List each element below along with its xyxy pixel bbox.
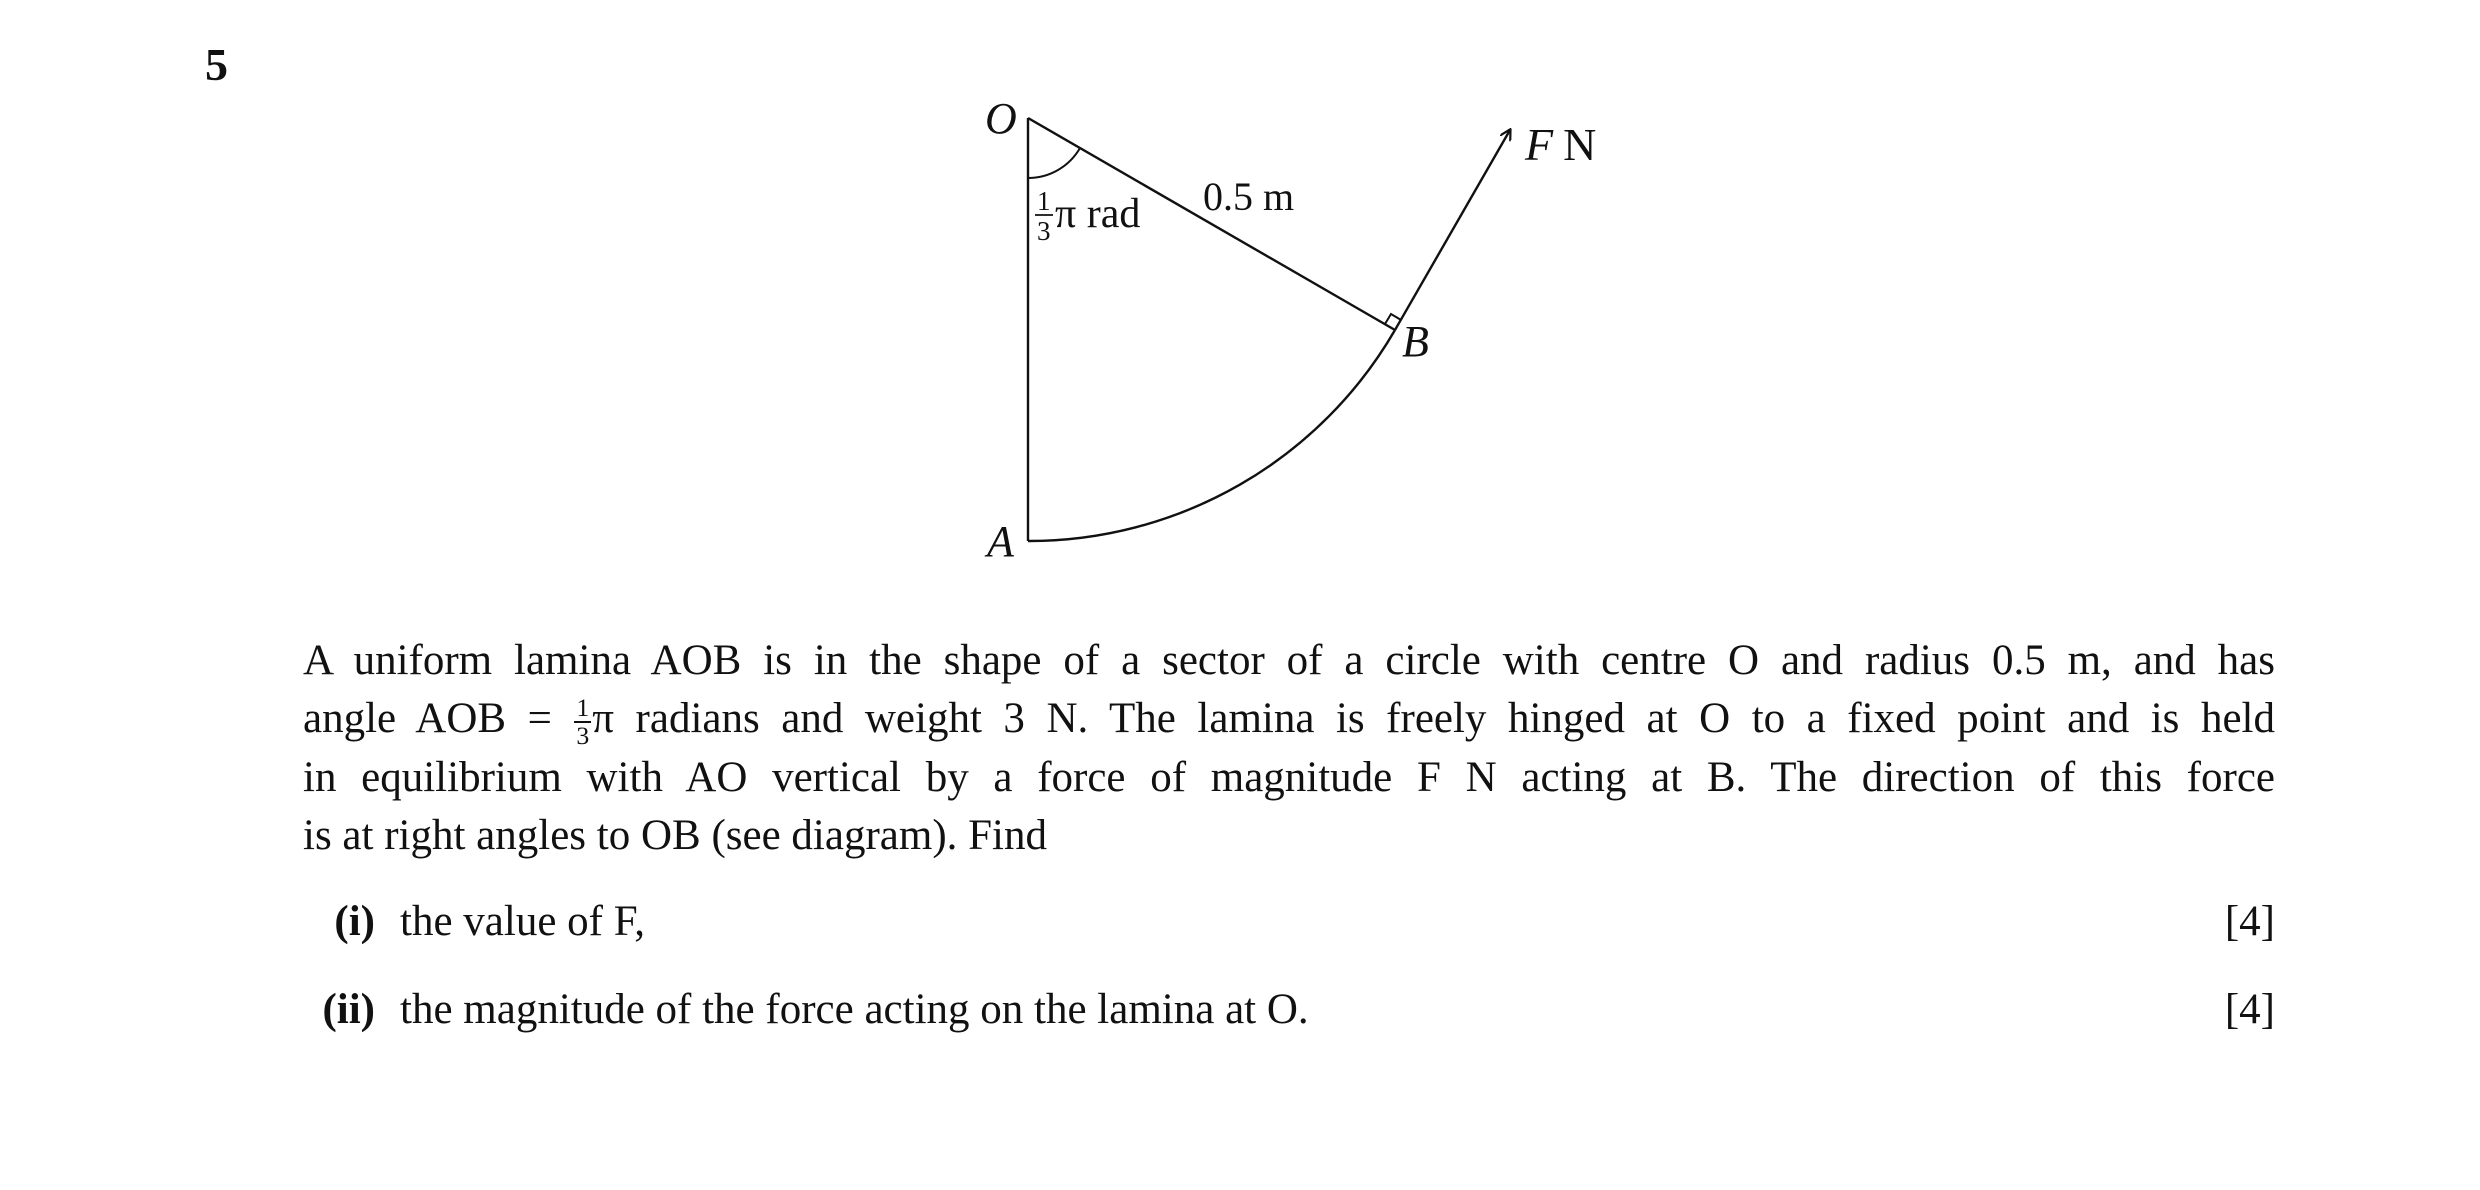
label-f-symbol: F (1525, 119, 1554, 170)
force-arrow (1395, 130, 1510, 330)
angle-fraction-denominator: 3 (576, 721, 590, 751)
paragraph-line-3: in equilibrium with AO vertical by a force of magnitude F N acting at B. The direction of this force (303, 753, 2275, 801)
angle-label: π rad (1055, 191, 1141, 237)
question-paragraph (303, 632, 2275, 865)
angle-frac-den: 3 (1037, 216, 1051, 246)
paragraph-line-1: A uniform lamina AOB is in the shape of a sector of a circle with centre O and radius 0.5 m, and has (303, 637, 2275, 684)
label-a: A (987, 517, 1014, 566)
question-part-ii (303, 980, 2275, 1040)
paragraph-line-2-end: π radians and weight 3 N. The lamina is freely hinged at O to a fixed point and is held (592, 695, 2275, 742)
part-text: the magnitude of the force acting on the lamina at O. (400, 986, 1309, 1033)
part-marks: [4] (2224, 898, 2275, 945)
angle-fraction-numerator: 1 (576, 693, 590, 723)
label-o: O (985, 94, 1017, 143)
radius-label: 0.5 m (1203, 174, 1295, 219)
part-label: (i) (334, 898, 375, 945)
question-part-i (303, 892, 2275, 952)
angle-arc (1028, 148, 1080, 178)
paragraph-line-2 (303, 690, 2275, 749)
part-text: the value of F, (400, 898, 645, 945)
part-marks: [4] (2224, 986, 2275, 1033)
label-f (1524, 119, 1596, 170)
part-label: (ii) (322, 986, 375, 1033)
label-f-unit: N (1563, 119, 1597, 170)
question-number: 5 (205, 39, 228, 90)
arc-ab (1028, 330, 1395, 541)
angle-fraction (574, 695, 591, 749)
label-b: B (1402, 317, 1429, 366)
paragraph-line-4: is at right angles to OB (see diagram). Find (303, 811, 1047, 859)
angle-frac-num: 1 (1037, 186, 1051, 216)
paragraph-line-2-start: angle AOB = (303, 695, 574, 742)
